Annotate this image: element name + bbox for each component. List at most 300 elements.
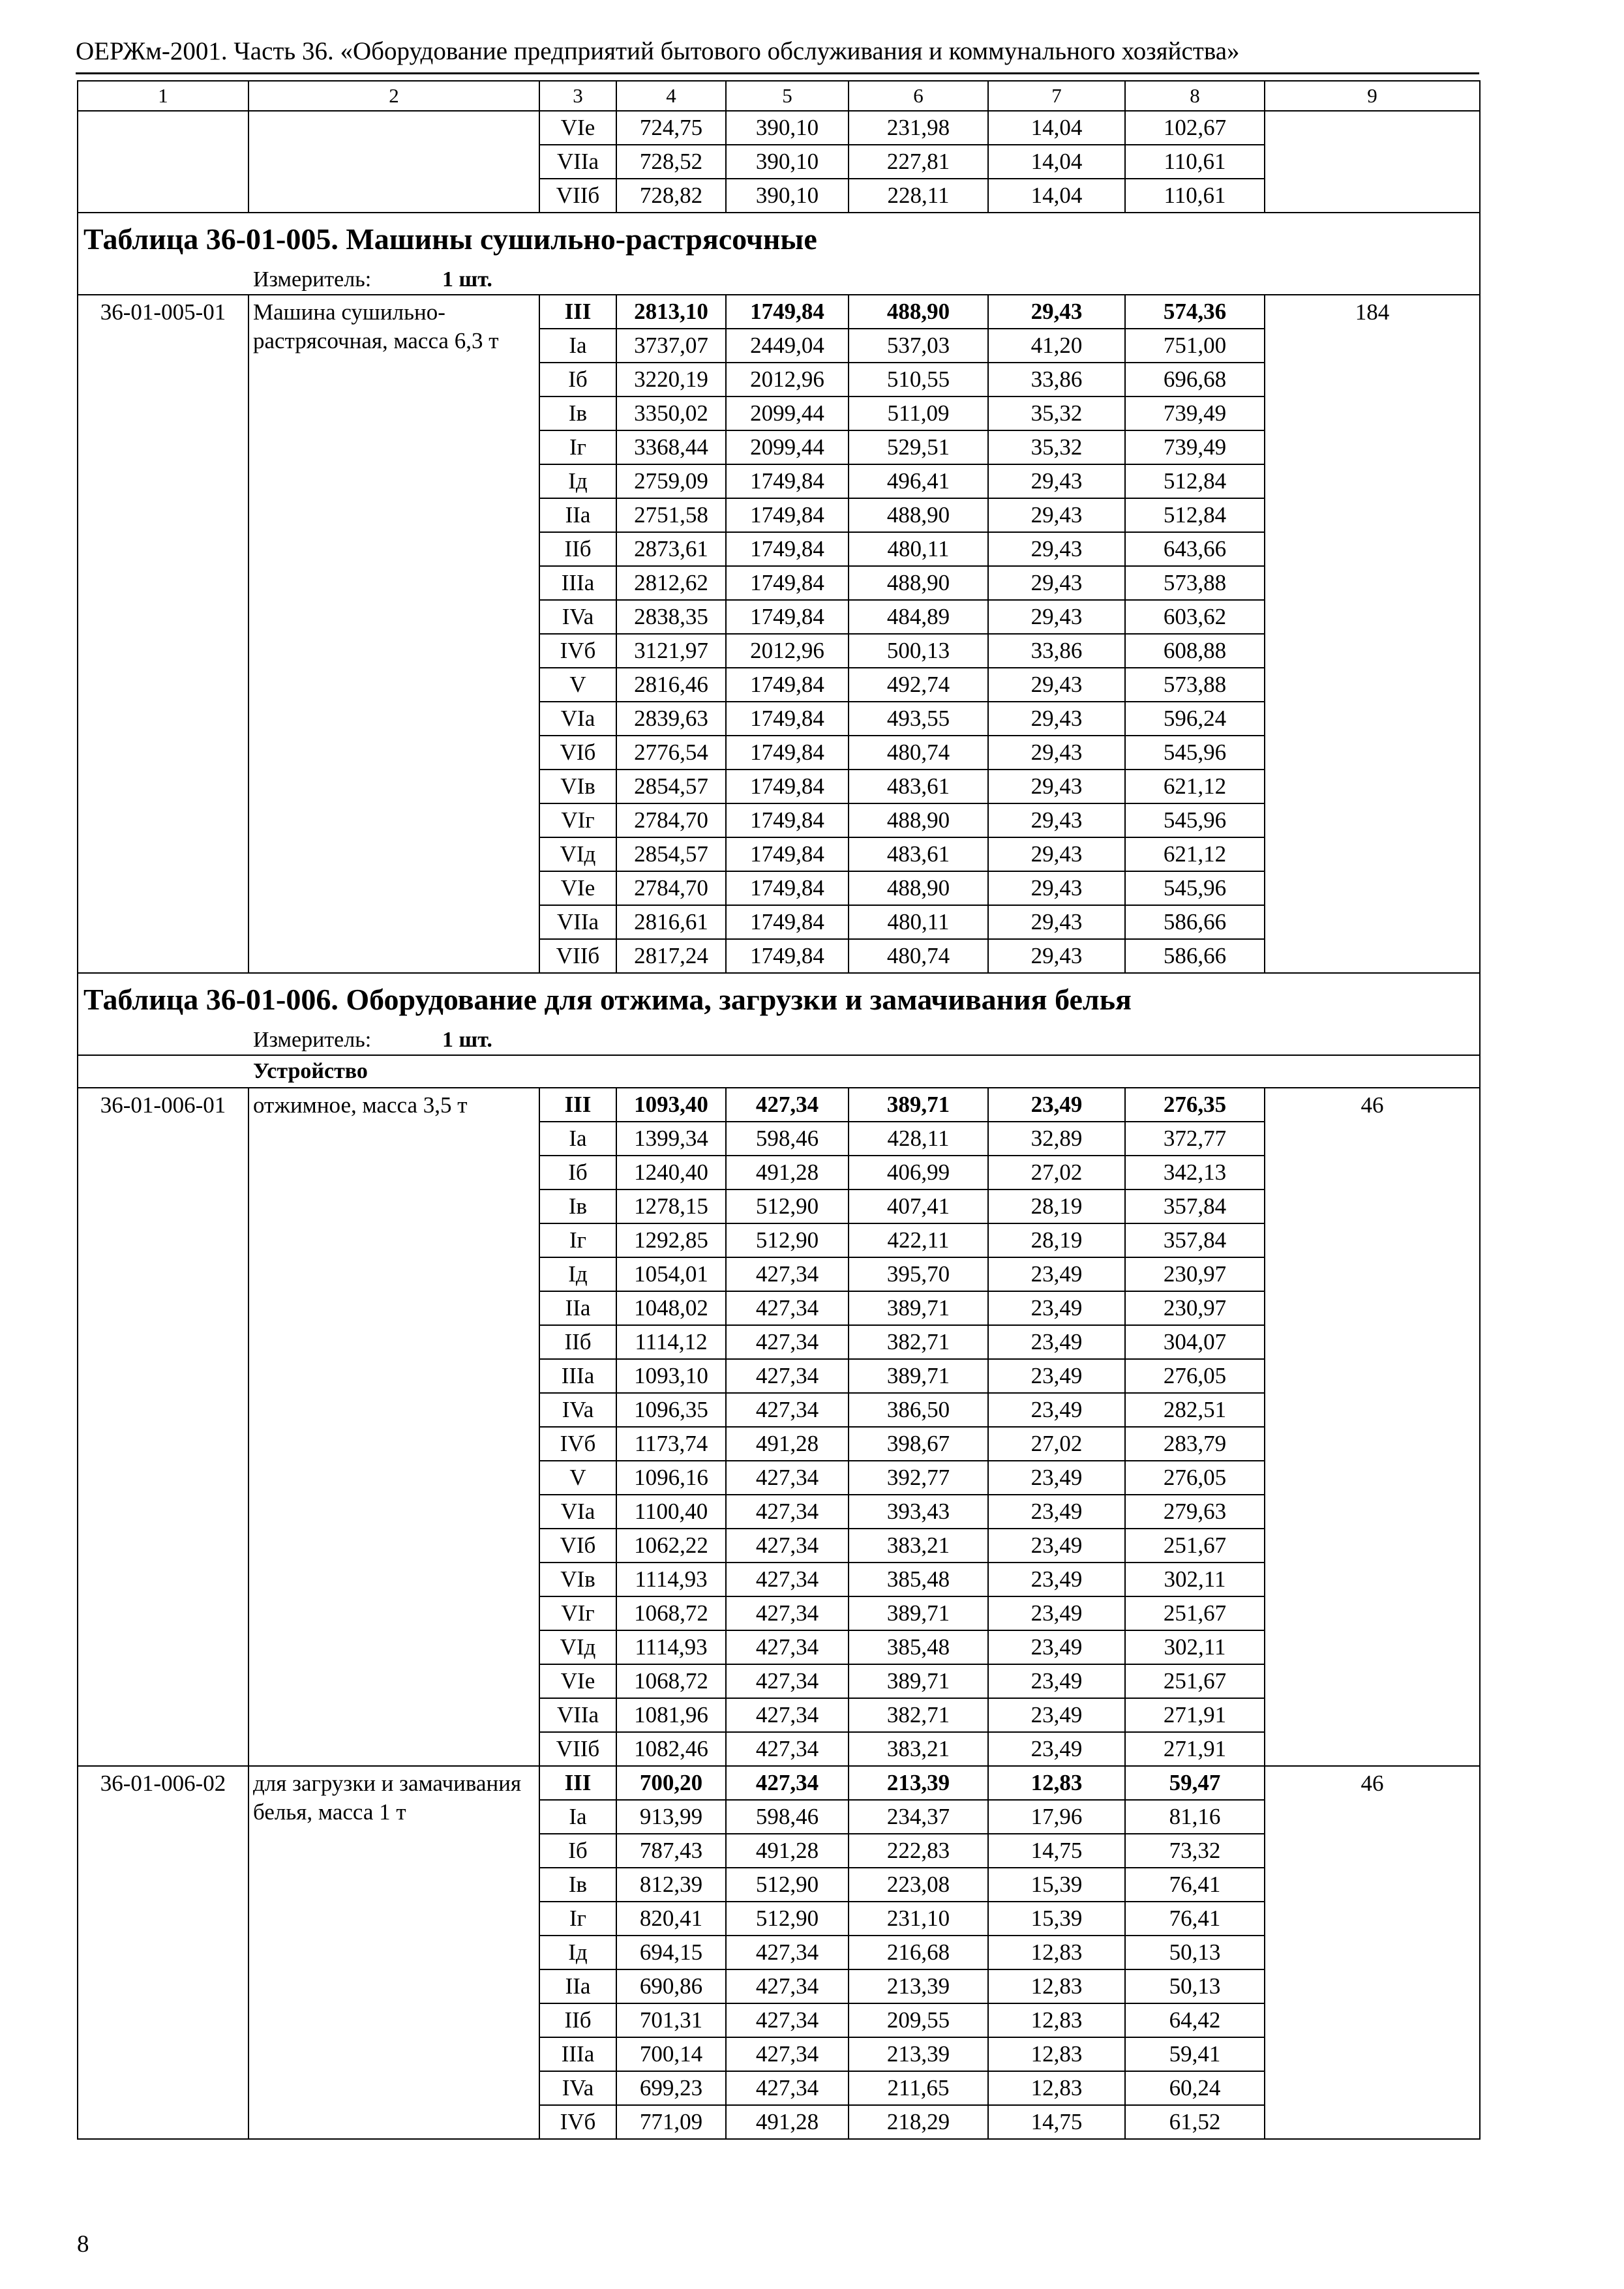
value-cell: 23,49 <box>988 1732 1125 1766</box>
measure-row <box>78 265 1480 295</box>
value-cell: 276,05 <box>1125 1461 1265 1495</box>
value-cell: 1749,84 <box>726 803 849 837</box>
value-cell: 2759,09 <box>616 464 726 498</box>
value-cell: 1749,84 <box>726 939 849 973</box>
zone-cell: III <box>539 1766 616 1800</box>
value-cell: 1749,84 <box>726 295 849 329</box>
value-cell: 488,90 <box>849 566 988 600</box>
value-cell: 1749,84 <box>726 600 849 634</box>
value-cell: 32,89 <box>988 1122 1125 1156</box>
page-header: ОЕРЖм-2001. Часть 36. «Оборудование предприятий бытового обслуживания и коммунального хозяйства» <box>76 37 1240 65</box>
value-cell: 81,16 <box>1125 1800 1265 1834</box>
table-row <box>78 295 1480 329</box>
value-cell: 427,34 <box>726 1563 849 1596</box>
value-cell: 427,34 <box>726 1630 849 1664</box>
value-cell: 488,90 <box>849 871 988 905</box>
table-title-row <box>78 973 1480 1026</box>
item-description <box>248 111 539 213</box>
value-cell: 427,34 <box>726 1698 849 1732</box>
value-cell: 2776,54 <box>616 736 726 770</box>
value-cell: 427,34 <box>726 1529 849 1563</box>
value-cell: 913,99 <box>616 1800 726 1834</box>
value-cell: 480,11 <box>849 905 988 939</box>
value-cell: 209,55 <box>849 2003 988 2037</box>
value-cell: 491,28 <box>726 1834 849 1868</box>
value-cell: 29,43 <box>988 464 1125 498</box>
value-cell: 14,75 <box>988 1834 1125 1868</box>
measure-label: Измеритель: <box>253 1028 372 1052</box>
zone-cell: VIв <box>539 1563 616 1596</box>
value-cell: 304,07 <box>1125 1325 1265 1359</box>
value-cell: 2099,44 <box>726 396 849 430</box>
item-weight: 46 <box>1265 1088 1480 1766</box>
header-rule <box>76 72 1479 74</box>
value-cell: 23,49 <box>988 1257 1125 1291</box>
value-cell: 1114,12 <box>616 1325 726 1359</box>
measure-cell <box>78 265 1480 295</box>
value-cell: 231,10 <box>849 1902 988 1936</box>
zone-cell: IVб <box>539 2105 616 2139</box>
zone-cell: V <box>539 1461 616 1495</box>
value-cell: 41,20 <box>988 329 1125 363</box>
value-cell: 427,34 <box>726 2003 849 2037</box>
value-cell: 216,68 <box>849 1936 988 1969</box>
value-cell: 389,71 <box>849 1596 988 1630</box>
value-cell: 1292,85 <box>616 1223 726 1257</box>
value-cell: 29,43 <box>988 702 1125 736</box>
value-cell: 390,10 <box>726 145 849 179</box>
value-cell: 2854,57 <box>616 837 726 871</box>
value-cell: 23,49 <box>988 1664 1125 1698</box>
value-cell: 2854,57 <box>616 770 726 803</box>
item-weight: 46 <box>1265 1766 1480 2139</box>
value-cell: 537,03 <box>849 329 988 363</box>
value-cell: 2838,35 <box>616 600 726 634</box>
column-number: 3 <box>539 81 616 111</box>
value-cell: 491,28 <box>726 1427 849 1461</box>
value-cell: 491,28 <box>726 2105 849 2139</box>
zone-cell: VIг <box>539 1596 616 1630</box>
column-number: 1 <box>78 81 248 111</box>
value-cell: 23,49 <box>988 1088 1125 1122</box>
value-cell: 1749,84 <box>726 837 849 871</box>
value-cell: 480,11 <box>849 532 988 566</box>
value-cell: 102,67 <box>1125 111 1265 145</box>
value-cell: 510,55 <box>849 363 988 396</box>
value-cell: 573,88 <box>1125 668 1265 702</box>
value-cell: 427,34 <box>726 1664 849 1698</box>
value-cell: 59,47 <box>1125 1766 1265 1800</box>
value-cell: 701,31 <box>616 2003 726 2037</box>
value-cell: 15,39 <box>988 1902 1125 1936</box>
value-cell: 276,35 <box>1125 1088 1265 1122</box>
zone-cell: IIб <box>539 2003 616 2037</box>
value-cell: 213,39 <box>849 1969 988 2003</box>
zone-cell: Iв <box>539 396 616 430</box>
measure-label: Измеритель: <box>253 267 372 292</box>
value-cell: 427,34 <box>726 1461 849 1495</box>
value-cell: 23,49 <box>988 1630 1125 1664</box>
zone-cell: VIe <box>539 1664 616 1698</box>
value-cell: 529,51 <box>849 430 988 464</box>
zone-cell: VIe <box>539 871 616 905</box>
value-cell: 621,12 <box>1125 837 1265 871</box>
value-cell: 1749,84 <box>726 464 849 498</box>
value-cell: 398,67 <box>849 1427 988 1461</box>
value-cell: 427,34 <box>726 2071 849 2105</box>
value-cell: 596,24 <box>1125 702 1265 736</box>
zone-cell: Iд <box>539 1936 616 1969</box>
value-cell: 76,41 <box>1125 1902 1265 1936</box>
value-cell: 512,90 <box>726 1868 849 1902</box>
zone-cell: V <box>539 668 616 702</box>
value-cell: 17,96 <box>988 1800 1125 1834</box>
value-cell: 390,10 <box>726 111 849 145</box>
value-cell: 33,86 <box>988 363 1125 396</box>
value-cell: 3121,97 <box>616 634 726 668</box>
item-code: 36-01-005-01 <box>78 295 248 973</box>
page-number: 8 <box>77 2231 89 2258</box>
value-cell: 427,34 <box>726 1969 849 2003</box>
zone-cell: Iв <box>539 1868 616 1902</box>
value-cell: 696,68 <box>1125 363 1265 396</box>
item-description: отжимное, масса 3,5 т <box>248 1088 539 1766</box>
column-number: 5 <box>726 81 849 111</box>
zone-cell: Iв <box>539 1189 616 1223</box>
value-cell: 427,34 <box>726 1359 849 1393</box>
value-cell: 751,00 <box>1125 329 1265 363</box>
value-cell: 251,67 <box>1125 1664 1265 1698</box>
value-cell: 700,20 <box>616 1766 726 1800</box>
value-cell: 512,90 <box>726 1223 849 1257</box>
zone-cell: Ia <box>539 1800 616 1834</box>
item-code: 36-01-006-01 <box>78 1088 248 1766</box>
value-cell: 2816,46 <box>616 668 726 702</box>
value-cell: 14,75 <box>988 2105 1125 2139</box>
value-cell: 598,46 <box>726 1122 849 1156</box>
value-cell: 2784,70 <box>616 871 726 905</box>
value-cell: 787,43 <box>616 1834 726 1868</box>
value-cell: 14,04 <box>988 145 1125 179</box>
value-cell: 50,13 <box>1125 1936 1265 1969</box>
value-cell: 23,49 <box>988 1529 1125 1563</box>
value-cell: 1114,93 <box>616 1630 726 1664</box>
value-cell: 230,97 <box>1125 1257 1265 1291</box>
value-cell: 491,28 <box>726 1156 849 1189</box>
value-cell: 3737,07 <box>616 329 726 363</box>
value-cell: 390,10 <box>726 179 849 213</box>
value-cell: 2817,24 <box>616 939 726 973</box>
value-cell: 545,96 <box>1125 736 1265 770</box>
value-cell: 29,43 <box>988 532 1125 566</box>
value-cell: 23,49 <box>988 1495 1125 1529</box>
value-cell: 213,39 <box>849 1766 988 1800</box>
value-cell: 598,46 <box>726 1800 849 1834</box>
value-cell: 2873,61 <box>616 532 726 566</box>
value-cell: 282,51 <box>1125 1393 1265 1427</box>
zone-cell: Iг <box>539 1902 616 1936</box>
value-cell: 2099,44 <box>726 430 849 464</box>
value-cell: 283,79 <box>1125 1427 1265 1461</box>
value-cell: 690,86 <box>616 1969 726 2003</box>
value-cell: 29,43 <box>988 939 1125 973</box>
zone-cell: VIa <box>539 702 616 736</box>
value-cell: 251,67 <box>1125 1596 1265 1630</box>
measure-value: 1 шт. <box>442 1028 492 1052</box>
value-cell: 29,43 <box>988 803 1125 837</box>
value-cell: 483,61 <box>849 770 988 803</box>
value-cell: 372,77 <box>1125 1122 1265 1156</box>
value-cell: 2012,96 <box>726 363 849 396</box>
measure-cell <box>78 1026 1480 1055</box>
value-cell: 1749,84 <box>726 905 849 939</box>
value-cell: 2012,96 <box>726 634 849 668</box>
value-cell: 500,13 <box>849 634 988 668</box>
value-cell: 29,43 <box>988 736 1125 770</box>
value-cell: 230,97 <box>1125 1291 1265 1325</box>
value-cell: 28,19 <box>988 1189 1125 1223</box>
value-cell: 1749,84 <box>726 498 849 532</box>
value-cell: 488,90 <box>849 498 988 532</box>
value-cell: 512,90 <box>726 1902 849 1936</box>
value-cell: 386,50 <box>849 1393 988 1427</box>
value-cell: 484,89 <box>849 600 988 634</box>
measure-row <box>78 1026 1480 1055</box>
zone-cell: VIIб <box>539 1732 616 1766</box>
value-cell: 385,48 <box>849 1630 988 1664</box>
value-cell: 488,90 <box>849 803 988 837</box>
zone-cell: IVa <box>539 1393 616 1427</box>
value-cell: 545,96 <box>1125 803 1265 837</box>
value-cell: 231,98 <box>849 111 988 145</box>
price-table <box>77 80 1481 2140</box>
value-cell: 29,43 <box>988 837 1125 871</box>
value-cell: 23,49 <box>988 1698 1125 1732</box>
value-cell: 29,43 <box>988 905 1125 939</box>
zone-cell: VIб <box>539 736 616 770</box>
value-cell: 586,66 <box>1125 905 1265 939</box>
zone-cell: VIб <box>539 1529 616 1563</box>
value-cell: 512,84 <box>1125 498 1265 532</box>
value-cell: 382,71 <box>849 1698 988 1732</box>
value-cell: 23,49 <box>988 1359 1125 1393</box>
value-cell: 1749,84 <box>726 770 849 803</box>
value-cell: 389,71 <box>849 1359 988 1393</box>
subheading-cell <box>78 1055 1480 1088</box>
zone-cell: Ia <box>539 329 616 363</box>
value-cell: 2751,58 <box>616 498 726 532</box>
value-cell: 512,90 <box>726 1189 849 1223</box>
zone-cell: VIIa <box>539 1698 616 1732</box>
value-cell: 422,11 <box>849 1223 988 1257</box>
zone-cell: IIa <box>539 498 616 532</box>
value-cell: 586,66 <box>1125 939 1265 973</box>
zone-cell: IVa <box>539 600 616 634</box>
value-cell: 1068,72 <box>616 1664 726 1698</box>
value-cell: 23,49 <box>988 1563 1125 1596</box>
table-body <box>78 81 1480 2139</box>
column-number: 7 <box>988 81 1125 111</box>
value-cell: 427,34 <box>726 1732 849 1766</box>
value-cell: 488,90 <box>849 295 988 329</box>
value-cell: 28,19 <box>988 1223 1125 1257</box>
value-cell: 1054,01 <box>616 1257 726 1291</box>
value-cell: 14,04 <box>988 111 1125 145</box>
zone-cell: III <box>539 1088 616 1122</box>
zone-cell: VIIa <box>539 145 616 179</box>
value-cell: 29,43 <box>988 871 1125 905</box>
value-cell: 407,41 <box>849 1189 988 1223</box>
value-cell: 64,42 <box>1125 2003 1265 2037</box>
item-code: 36-01-006-02 <box>78 1766 248 2139</box>
column-number: 6 <box>849 81 988 111</box>
value-cell: 393,43 <box>849 1495 988 1529</box>
value-cell: 50,13 <box>1125 1969 1265 2003</box>
value-cell: 1093,40 <box>616 1088 726 1122</box>
zone-cell: IIIa <box>539 2037 616 2071</box>
value-cell: 276,05 <box>1125 1359 1265 1393</box>
value-cell: 29,43 <box>988 498 1125 532</box>
zone-cell: Iб <box>539 1156 616 1189</box>
item-description: Машина сушильно-растрясочная, масса 6,3 т <box>248 295 539 973</box>
value-cell: 29,43 <box>988 668 1125 702</box>
value-cell: 35,32 <box>988 396 1125 430</box>
value-cell: 427,34 <box>726 1766 849 1800</box>
value-cell: 1114,93 <box>616 1563 726 1596</box>
column-number: 9 <box>1265 81 1480 111</box>
value-cell: 1278,15 <box>616 1189 726 1223</box>
value-cell: 480,74 <box>849 736 988 770</box>
value-cell: 545,96 <box>1125 871 1265 905</box>
zone-cell: VIIб <box>539 179 616 213</box>
zone-cell: VIг <box>539 803 616 837</box>
table-title: Таблица 36-01-005. Машины сушильно-растрясочные <box>78 213 1480 265</box>
value-cell: 23,49 <box>988 1596 1125 1630</box>
item-code <box>78 111 248 213</box>
zone-cell: VIe <box>539 111 616 145</box>
value-cell: 1749,84 <box>726 566 849 600</box>
zone-cell: VIa <box>539 1495 616 1529</box>
value-cell: 427,34 <box>726 2037 849 2071</box>
value-cell: 1096,35 <box>616 1393 726 1427</box>
zone-cell: VIд <box>539 1630 616 1664</box>
table-title-row <box>78 213 1480 265</box>
table-title: Таблица 36-01-006. Оборудование для отжима, загрузки и замачивания белья <box>78 973 1480 1026</box>
value-cell: 694,15 <box>616 1936 726 1969</box>
value-cell: 35,32 <box>988 430 1125 464</box>
value-cell: 1048,02 <box>616 1291 726 1325</box>
zone-cell: IVб <box>539 1427 616 1461</box>
zone-cell: IIIa <box>539 1359 616 1393</box>
measure-value: 1 шт. <box>442 267 492 292</box>
value-cell: 218,29 <box>849 2105 988 2139</box>
value-cell: 3368,44 <box>616 430 726 464</box>
value-cell: 428,11 <box>849 1122 988 1156</box>
value-cell: 2449,04 <box>726 329 849 363</box>
table-row <box>78 1088 1480 1122</box>
value-cell: 395,70 <box>849 1257 988 1291</box>
zone-cell: IIa <box>539 1969 616 2003</box>
value-cell: 573,88 <box>1125 566 1265 600</box>
value-cell: 406,99 <box>849 1156 988 1189</box>
value-cell: 1173,74 <box>616 1427 726 1461</box>
item-description: для загрузки и замачивания белья, масса 1 т <box>248 1766 539 2139</box>
value-cell: 357,84 <box>1125 1189 1265 1223</box>
value-cell: 234,37 <box>849 1800 988 1834</box>
zone-cell: Iд <box>539 464 616 498</box>
value-cell: 621,12 <box>1125 770 1265 803</box>
zone-cell: IIIa <box>539 566 616 600</box>
value-cell: 110,61 <box>1125 145 1265 179</box>
value-cell: 608,88 <box>1125 634 1265 668</box>
value-cell: 493,55 <box>849 702 988 736</box>
column-number: 8 <box>1125 81 1265 111</box>
value-cell: 357,84 <box>1125 1223 1265 1257</box>
value-cell: 1096,16 <box>616 1461 726 1495</box>
column-number: 4 <box>616 81 726 111</box>
value-cell: 427,34 <box>726 1088 849 1122</box>
value-cell: 29,43 <box>988 566 1125 600</box>
value-cell: 228,11 <box>849 179 988 213</box>
value-cell: 480,74 <box>849 939 988 973</box>
value-cell: 728,82 <box>616 179 726 213</box>
value-cell: 511,09 <box>849 396 988 430</box>
value-cell: 771,09 <box>616 2105 726 2139</box>
value-cell: 1240,40 <box>616 1156 726 1189</box>
value-cell: 23,49 <box>988 1393 1125 1427</box>
zone-cell: VIв <box>539 770 616 803</box>
value-cell: 427,34 <box>726 1393 849 1427</box>
value-cell: 699,23 <box>616 2071 726 2105</box>
value-cell: 385,48 <box>849 1563 988 1596</box>
value-cell: 302,11 <box>1125 1630 1265 1664</box>
value-cell: 29,43 <box>988 770 1125 803</box>
value-cell: 3220,19 <box>616 363 726 396</box>
value-cell: 33,86 <box>988 634 1125 668</box>
subheading-row <box>78 1055 1480 1088</box>
value-cell: 2816,61 <box>616 905 726 939</box>
zone-cell: IIa <box>539 1291 616 1325</box>
value-cell: 271,91 <box>1125 1698 1265 1732</box>
value-cell: 1749,84 <box>726 736 849 770</box>
zone-cell: III <box>539 295 616 329</box>
value-cell: 222,83 <box>849 1834 988 1868</box>
value-cell: 27,02 <box>988 1427 1125 1461</box>
value-cell: 700,14 <box>616 2037 726 2071</box>
value-cell: 29,43 <box>988 295 1125 329</box>
value-cell: 739,49 <box>1125 430 1265 464</box>
value-cell: 251,67 <box>1125 1529 1265 1563</box>
value-cell: 1749,84 <box>726 668 849 702</box>
zone-cell: VIIa <box>539 905 616 939</box>
column-number-row <box>78 81 1480 111</box>
value-cell: 1062,22 <box>616 1529 726 1563</box>
value-cell: 279,63 <box>1125 1495 1265 1529</box>
value-cell: 1100,40 <box>616 1495 726 1529</box>
subheading: Устройство <box>253 1059 368 1083</box>
value-cell: 739,49 <box>1125 396 1265 430</box>
value-cell: 389,71 <box>849 1291 988 1325</box>
value-cell: 389,71 <box>849 1664 988 1698</box>
zone-cell: Ia <box>539 1122 616 1156</box>
value-cell: 427,34 <box>726 1936 849 1969</box>
value-cell: 271,91 <box>1125 1732 1265 1766</box>
value-cell: 23,49 <box>988 1325 1125 1359</box>
value-cell: 603,62 <box>1125 600 1265 634</box>
item-weight <box>1265 111 1480 213</box>
value-cell: 389,71 <box>849 1088 988 1122</box>
value-cell: 29,43 <box>988 600 1125 634</box>
